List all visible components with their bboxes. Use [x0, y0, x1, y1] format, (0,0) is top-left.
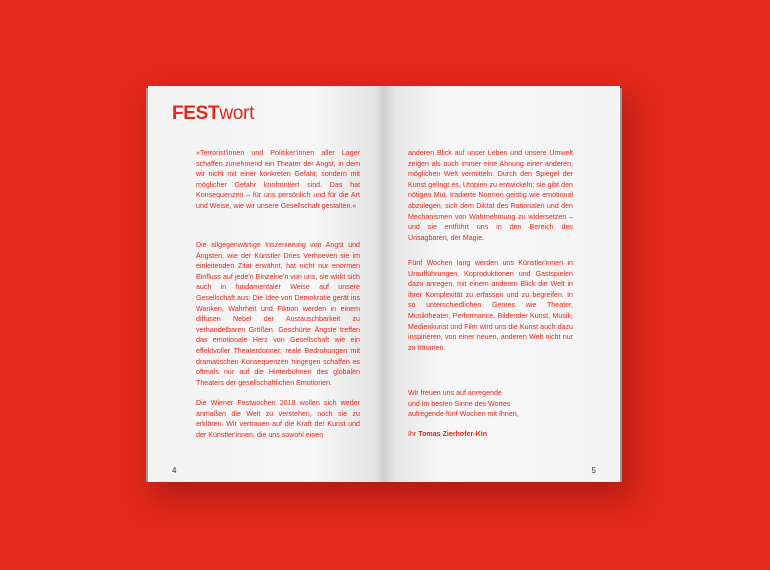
closing-line-1: Wir freuen uns auf anregende [408, 389, 502, 397]
left-page [148, 86, 384, 482]
right-paragraph-2 [408, 258, 573, 353]
closing-line-2: und im besten Sinne des Wortes [408, 399, 511, 408]
paragraph-text: Die Wiener Festwochen 2018 wollen sich weder anmaßen die Welt zu verstehen, noch sie zu erklären. Wir vertrauen auf die Kraft der Kunst und der Künstler'innen, die uns sowohl einen [196, 399, 360, 439]
title-regular: wort [219, 103, 255, 124]
left-quote [196, 148, 360, 212]
signature [408, 429, 573, 440]
left-paragraph-1 [196, 240, 360, 388]
page-number-left: 4 [172, 466, 177, 475]
page-title [172, 103, 254, 125]
quote-text: »Terrorist'innen und Politiker'innen aller Lager schaffen zunehmend ein Theater der Angst, in dem wir nicht mit einer konkreten Gefahr, sondern mit möglicher Gefahr konfrontiert sind. Das hat Konsequenzen – für uns persönlich und für die Art und Weise, wie wir unsere Gesellschaft gestalten.« [196, 149, 360, 210]
right-paragraph-1 [408, 148, 573, 243]
left-paragraph-2 [196, 398, 360, 440]
paragraph-text: anderen Blick auf unser Leben und unsere Umwelt zeigen als auch immer eine Ahnung einer anderen, möglichen Welt vermitteln. Durch den Spiegel der Kunst gelingt es, Utopien zu entwickeln; sie gibt den nötigen Mut, tradierte Normen geistig wie emotional abzulegen, sich dem Diktat des Rationalen und den Mechanismen von Wahrnehmung zu widersetzen – und sie entführt uns in den Bereich des Unsagbaren, der Magie. [408, 149, 573, 242]
title-bold: FEST [172, 103, 220, 124]
paragraph-text: Die allgegenwärtige Inszenierung von Angst und Ängsten, wie der Künstler Dries Verhoeven sie im einleitenden Zitat erwähnt, hat nicht nur enormen Einfluss auf jede'n Einzelne'n von uns, sie wirkt sich auch in fundamentaler Weise auf unsere Gesellschaft aus: Die Idee von Demokratie gerät ins Wanken, Wahrheit und Fiktion werden in einem diffusen Nebel der Austauschbarkeit zu verhandelbaren Größen. Geschürte Ängste treffen das emotionale Herz von Gesellschaft wie ein effektvoller Theaterdonner; reale Bedrohungen mit dramatischen Konsequenzen hingegen schaffen es oftmals nur auf die Hinterbühnen des globalen Theaters der gesellschaftlichen Emotionen. [196, 241, 360, 387]
closing-lines [408, 388, 573, 420]
right-page-edge [620, 88, 622, 482]
closing-line-3: aufregende fünf Wochen mit Ihnen, [408, 410, 519, 419]
signature-name: Tomas Zierhofer-Kin [418, 430, 488, 438]
signature-prefix: Ihr [408, 430, 417, 438]
paragraph-text: Fünf Wochen lang werden uns Künstler'innen in Uraufführungen, Koproduktionen und Gastspielen dazu anregen, mit einem anderen Blick die Welt in ihrer Komplexität zu erfassen und zu begreifen. In so unterschiedlichen Genres wie Theater, Musiktheater, Performance, Bildender Kunst, Musik, Medienkunst und Film wird uns die Kunst auch dazu inspirieren, von einer neuen, anderen Welt nicht nur zu träumen. [408, 259, 573, 352]
page-number-right: 5 [591, 466, 596, 475]
right-page [384, 86, 620, 482]
